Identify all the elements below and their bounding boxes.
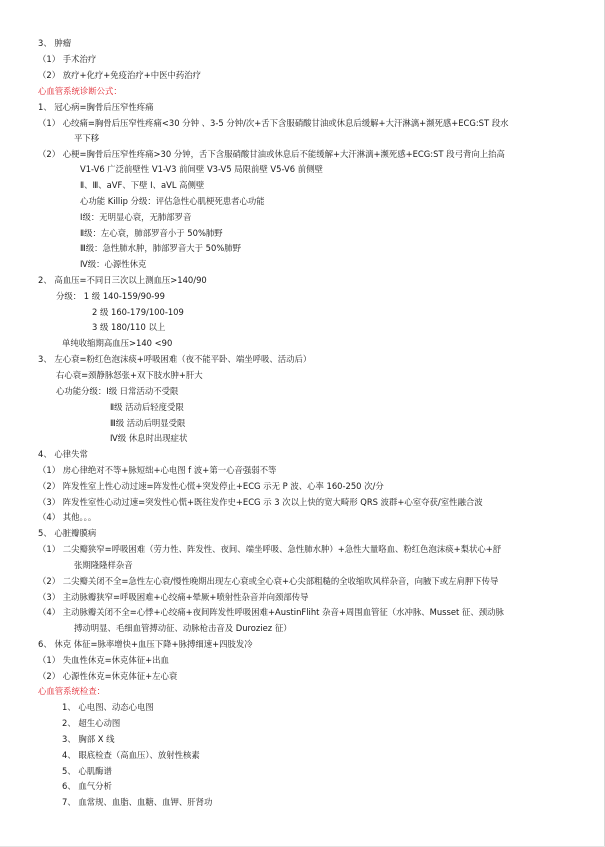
text-line: 单纯收缩期高血压>140 <90 [62,338,173,348]
text-line: 平下移 [74,133,100,143]
text-line: 5、 心肌酶谱 [62,766,112,776]
text-line: （2） 放疗+化疗+免疫治疗+中医中药治疗 [38,70,202,80]
text-line: 分级： 1 级 140-159/90-99 [56,291,165,301]
text-line: （2） 阵发性室上性心动过速=阵发性心慌+突发停止+ECG 示无 P 波、心率 160-250 次/分 [38,481,384,491]
text-line: 2、 超生心动图 [62,718,121,728]
text-line: 心功能分级：Ⅰ级 日常活动不受限 [56,386,179,396]
text-line: （1） 房心律绝对不等+脉短绌+心电图 f 波+第一心音强弱不等 [38,465,277,475]
section-heading: 心血管系统检查： [38,686,105,696]
text-line: （2） 二尖瓣关闭不全=急性左心衰/慢性晚期出现左心衰或全心衰+心尖部粗糙的全收缩吹风样杂音，向腋下或左肩胛下传导 [38,576,499,586]
text-line: 3、 胸部 X 线 [62,734,115,744]
text-line: （2） 心源性休克=休克体征+左心衰 [38,671,178,681]
text-line: 3 级 180/110 以上 [92,322,166,332]
text-line: （3） 主动脉瓣狭窄=呼吸困难+心绞痛+晕厥+喷射性杂音并向颈部传导 [38,592,309,602]
text-line: Ⅱ级：左心衰，肺部罗音小于 50%肺野 [80,228,223,238]
text-line: 3、 肿瘤 [38,38,72,48]
section-heading: 心血管系统诊断公式： [38,86,122,96]
text-line: （2） 心梗=胸骨后压窄性疼痛>30 分钟，舌下含服硝酸甘油或休息后不能缓解+大汗淋漓+濒死感+ECG:ST 段弓背向上抬高 [38,149,505,159]
text-line: Ⅱ级 活动后轻度受限 [110,402,184,412]
text-line: 3、 左心衰=粉红色泡沫痰+呼吸困难（夜不能平卧、端坐呼吸、活动后） [38,354,312,364]
text-line: 2 级 160-179/100-109 [92,307,184,317]
text-line: 1、 冠心病=胸骨后压窄性疼痛 [38,102,154,112]
text-line: （4） 主动脉瓣关闭不全=心悸+心绞痛+夜间阵发性呼吸困难+AustinFliht 杂音+周围血管征（水冲脉、Musset 征、颈动脉 [38,607,504,617]
text-line: 心功能 Killip 分级：评估急性心肌梗死患者心功能 [80,196,265,206]
text-line: （4） 其他。。。 [38,512,97,522]
text-line: 张期隆隆样杂音 [74,560,133,570]
text-line: Ⅲ级：急性肺水肿，肺部罗音大于 50%肺野 [80,243,242,253]
text-line: 2、 高血压=不同日三次以上测血压>140/90 [38,275,207,285]
text-line: 6、 休克 体征=脉率增快+血压下降+脉搏细速+四肢发冷 [38,639,253,649]
text-line: 4、 心律失常 [38,449,88,459]
text-line: 右心衰=颈静脉怒张+双下肢水肿+肝大 [56,370,203,380]
text-line: 搏动明显、毛细血管搏动征、动脉枪击音及 Duroziez 征） [74,623,292,633]
text-line: （1） 二尖瓣狭窄=呼吸困难（劳力性、阵发性、夜间、端坐呼吸、急性肺水肿）+急性大量咯血、粉红色泡沫痰+梨状心+舒 [38,544,502,554]
text-line: Ⅳ级：心源性休克 [80,259,147,269]
text-line: 7、 血常规、血脂、血糖、血钾、肝肾功 [62,797,213,807]
text-line: 6、 血气分析 [62,781,112,791]
text-line: Ⅰ级：无明显心衰，无肺部罗音 [80,212,192,222]
text-line: 4、 眼底检查（高血压）、放射性核素 [62,750,200,760]
text-line: （1） 失血性休克=休克体征+出血 [38,655,169,665]
text-line: Ⅱ、Ⅲ、aVF、下壁 Ⅰ、aVL 高侧壁 [80,180,205,190]
text-line: （1） 手术治疗 [38,54,97,64]
text-line: 1、 心电图、动态心电图 [62,702,154,712]
text-line: （1） 心绞痛=胸骨后压窄性疼痛<30 分钟 、3-5 分钟/次+舌下含服硝酸甘油或休息后缓解+大汗淋漓+濒死感+ECG:ST 段水 [38,118,509,128]
text-line: Ⅲ级 活动后明显受限 [110,418,186,428]
text-line: 5、 心脏瓣膜病 [38,528,97,538]
text-line: （3） 阵发性室性心动过速=突发性心慌+既往发作史+ECG 示 3 次以上快的宽大畸形 QRS 波群+心室夺获/室性融合波 [38,497,483,507]
text-line: Ⅳ级 休息时出现症状 [110,433,188,443]
text-line: V1-V6 广泛前壁性 V1-V3 前间壁 V3-V5 局限前壁 V5-V6 前侧壁 [80,164,323,174]
